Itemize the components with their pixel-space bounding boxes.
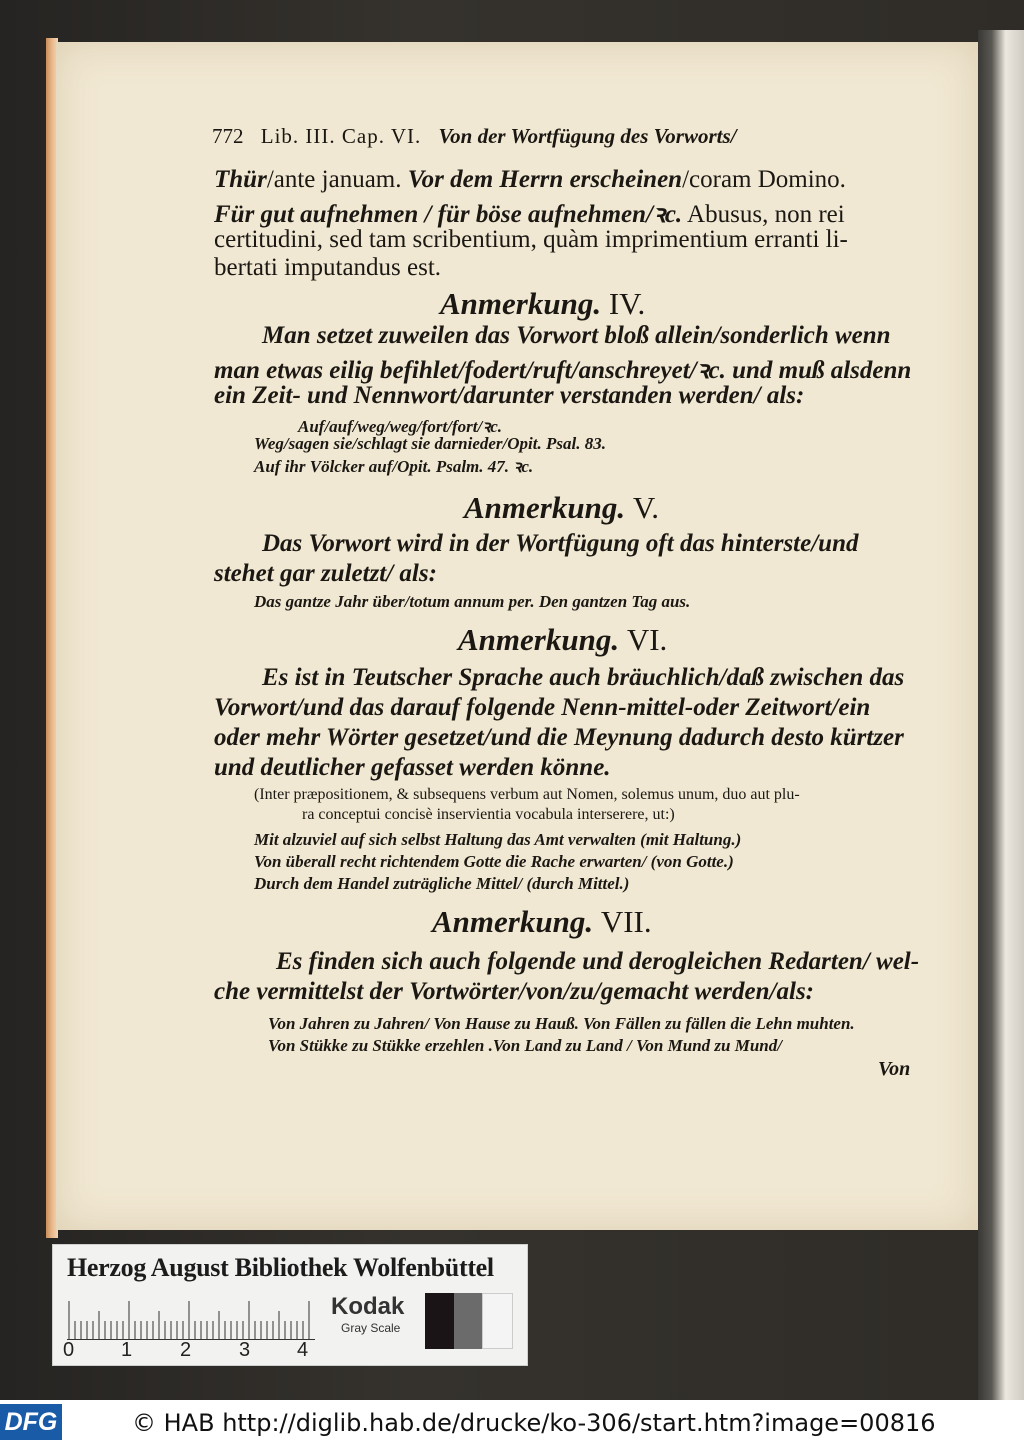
latin-text: /ante januam. xyxy=(266,166,408,193)
swatch-white xyxy=(482,1293,513,1349)
intro-line xyxy=(214,254,441,282)
section-heading xyxy=(440,286,645,322)
ruler-numbers xyxy=(63,1339,323,1363)
paragraph-line: Man setzet zuweilen das Vorwort bloß allein/sonderlich wenn xyxy=(262,322,891,349)
catchword: Von xyxy=(878,1058,911,1080)
paragraph-line: man etwas eilig befihlet/fodert/ruft/anschreyet/ꝛc. und muß alsdenn xyxy=(214,357,912,384)
running-title: Von der Wortfügung des Vorworts/ xyxy=(438,124,737,148)
example-line: Mit alzuviel auf sich selbst Haltung das Amt verwalten (mit Haltung.) xyxy=(254,830,742,849)
facing-page-edge xyxy=(978,30,1024,1400)
library-name: Herzog August Bibliothek Wolfenbüttel xyxy=(67,1253,494,1282)
section-heading xyxy=(464,490,659,526)
heading-word: Anmerkung. xyxy=(458,622,620,657)
example-line: Auf ihr Völcker auf/Opit. Psalm. 47. ꝛc. xyxy=(254,457,534,476)
latin-note-line: (Inter præpositionem, & subsequens verbum aut Nomen, solemus unum, duo aut plu- xyxy=(254,786,800,803)
example-line: Von überall recht richtendem Gotte die Rache erwarten/ (von Gotte.) xyxy=(254,852,734,871)
ruler-number: 4 xyxy=(297,1339,309,1361)
paragraph-line: Das Vorwort wird in der Wortfügung oft das hinterste/und xyxy=(262,530,859,557)
latin-text: /coram Domino. xyxy=(682,166,846,193)
heading-word: Anmerkung. xyxy=(440,286,602,321)
section-heading xyxy=(458,622,667,658)
swatch-gray xyxy=(454,1293,483,1349)
heading-word: Anmerkung. xyxy=(464,490,626,525)
intro-line xyxy=(214,226,848,254)
copyright-link[interactable]: © HAB http://diglib.hab.de/drucke/ko-306/start.htm?image=00816 xyxy=(132,1409,936,1437)
latin-text: bertati imputandus est. xyxy=(214,254,442,281)
paragraph-line: ein Zeit- und Nennwort/darunter verstanden werden/ als: xyxy=(214,382,805,409)
heading-number: VII. xyxy=(600,904,652,939)
section-heading xyxy=(432,904,652,940)
swatch-black xyxy=(425,1293,454,1349)
latin-note-line: ra conceptui concisè inservientia vocabula interserere, ut:) xyxy=(302,806,675,823)
paragraph-line: Es ist in Teutscher Sprache auch bräuchlich/daß zwischen das xyxy=(262,664,905,691)
ruler-scale xyxy=(67,1299,315,1340)
heading-number: V. xyxy=(632,490,659,525)
paragraph-line: che vermittelst der Vortwörter/von/zu/gemacht werden/als: xyxy=(214,978,814,1005)
page-number: 772 xyxy=(212,124,244,148)
gray-scale-label: Gray Scale xyxy=(341,1321,401,1335)
paragraph-line: oder mehr Wörter gesetzet/und die Meynung dadurch desto kürtzer xyxy=(214,724,904,751)
paragraph-line: Vorwort/und das darauf folgende Nenn-mittel-oder Zeitwort/ein xyxy=(214,694,871,721)
ruler-number: 2 xyxy=(180,1339,192,1361)
paragraph-line: Es finden sich auch folgende und derogleichen Redarten/ wel- xyxy=(276,948,920,975)
example-line: Durch dem Handel zuträgliche Mittel/ (durch Mittel.) xyxy=(254,874,630,893)
kodak-brand: Kodak xyxy=(331,1293,405,1320)
example-line: Von Jahren zu Jahren/ Von Hause zu Hauß. Von Fällen zu fällen die Lehn muhten. xyxy=(268,1014,855,1033)
example-line: Das gantze Jahr über/totum annum per. Den gantzen Tag aus. xyxy=(254,592,691,611)
paragraph-line: und deutlicher gefasset werden könne. xyxy=(214,754,611,781)
heading-word: Anmerkung. xyxy=(432,904,594,939)
ruler-number: 1 xyxy=(121,1339,133,1361)
fraktur-text: Thür xyxy=(214,166,267,193)
example-line: Auf/auf/weg/weg/fort/fort/ꝛc. xyxy=(298,417,503,436)
library-color-card xyxy=(52,1244,528,1366)
latin-text: Abusus, non rei xyxy=(682,201,845,228)
fraktur-text: Für gut aufnehmen / für böse aufnehmen/ꝛc. xyxy=(214,201,683,228)
paragraph-line: stehet gar zuletzt/ als: xyxy=(214,560,437,587)
intro-line xyxy=(214,196,845,230)
gray-swatches xyxy=(425,1293,513,1349)
latin-text: certitudini, sed tam scribentium, quàm imprimentium erranti li- xyxy=(214,226,848,253)
fraktur-text: Vor dem Herrn erscheinen xyxy=(407,166,683,193)
example-line: Weg/sagen sie/schlagt sie darnieder/Opit. Psal. 83. xyxy=(254,434,606,453)
heading-number: VI. xyxy=(626,622,668,657)
ruler-number: 3 xyxy=(239,1339,251,1361)
heading-number: IV. xyxy=(608,286,646,321)
ruler-number: 0 xyxy=(63,1339,75,1361)
running-head xyxy=(212,124,872,156)
book-chapter-ref: Lib. III. Cap. VI. xyxy=(260,124,422,148)
dfg-logo: DFG xyxy=(0,1404,62,1440)
example-line: Von Stükke zu Stükke erzehlen .Von Land zu Land / Von Mund zu Mund/ xyxy=(268,1036,782,1055)
intro-line xyxy=(214,166,846,194)
